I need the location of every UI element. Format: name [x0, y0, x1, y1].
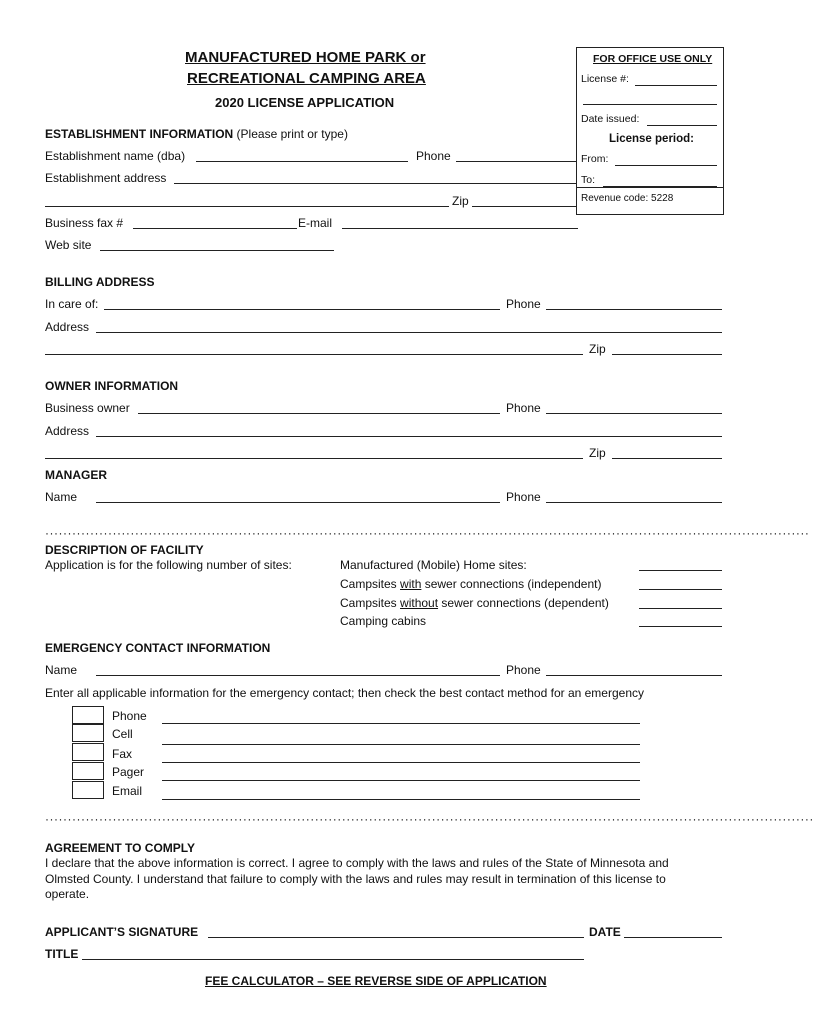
establishment-heading-text: ESTABLISHMENT INFORMATION [45, 127, 234, 141]
establishment-zip-field[interactable] [472, 206, 576, 207]
method-pager-field[interactable] [162, 780, 640, 781]
agreement-line-1: I declare that the above information is correct. I agree to comply with the laws and rules of the State of Minnesota and [45, 856, 669, 870]
owner-phone-field[interactable] [546, 413, 722, 414]
date-issued-label: Date issued: [581, 113, 640, 125]
establishment-address-field[interactable] [174, 183, 576, 184]
without-sewer-pre: Campsites [340, 596, 401, 610]
email-label: E-mail [298, 216, 333, 230]
emergency-name-field[interactable] [96, 675, 500, 676]
with-sewer-post: sewer connections (independent) [421, 577, 602, 591]
license-number-field-2[interactable] [583, 104, 717, 105]
billing-care-of-field[interactable] [104, 309, 500, 310]
establishment-name-field[interactable] [196, 161, 408, 162]
method-fax-label: Fax [112, 747, 133, 761]
owner-zip-label: Zip [589, 446, 606, 460]
emergency-instructions: Enter all applicable information for the emergency contact; then check the best contact method for an emergency [45, 686, 644, 700]
facility-row-cabins: Camping cabins [340, 614, 427, 628]
method-email-field[interactable] [162, 799, 640, 800]
method-fax-checkbox[interactable] [72, 743, 104, 761]
emergency-heading: EMERGENCY CONTACT INFORMATION [45, 641, 271, 655]
establishment-heading [45, 127, 348, 141]
period-from-field[interactable] [615, 165, 717, 166]
method-phone-label: Phone [112, 709, 147, 723]
office-use-box [576, 47, 724, 215]
email-field[interactable] [342, 228, 578, 229]
dotted-separator-1: ·········································································································································································· [45, 526, 810, 540]
office-use-heading: FOR OFFICE USE ONLY [593, 53, 713, 65]
form-title-line1: MANUFACTURED HOME PARK or [185, 49, 426, 66]
fee-calculator-note: FEE CALCULATOR – SEE REVERSE SIDE OF APPLICATION [205, 974, 547, 988]
method-email-checkbox[interactable] [72, 781, 104, 799]
owner-zip-field[interactable] [612, 458, 722, 459]
method-phone-checkbox[interactable] [72, 706, 104, 724]
billing-zip-field[interactable] [612, 354, 722, 355]
facility-row-home-sites: Manufactured (Mobile) Home sites: [340, 558, 527, 572]
website-field[interactable] [100, 250, 334, 251]
business-owner-label: Business owner [45, 401, 130, 415]
method-email-label: Email [112, 784, 143, 798]
home-sites-count-field[interactable] [639, 570, 722, 571]
period-from-label: From: [581, 153, 609, 165]
owner-heading: OWNER INFORMATION [45, 379, 179, 393]
owner-phone-label: Phone [506, 401, 541, 415]
without-sewer-em: without [400, 596, 439, 610]
method-cell-field[interactable] [162, 744, 640, 745]
title-label: TITLE [45, 947, 79, 961]
with-sewer-em: with [400, 577, 422, 591]
revenue-code: Revenue code: 5228 [581, 193, 674, 204]
with-sewer-count-field[interactable] [639, 589, 722, 590]
method-fax-field[interactable] [162, 762, 640, 763]
signature-label: APPLICANT’S SIGNATURE [45, 925, 199, 939]
method-cell-checkbox[interactable] [72, 724, 104, 742]
business-fax-label: Business fax # [45, 216, 124, 230]
license-period-label: License period: [609, 133, 694, 145]
agreement-line-2: Olmsted County. I understand that failure to comply with the laws and rules may result in termination of this license to [45, 872, 666, 886]
office-box-divider [577, 187, 723, 188]
establishment-phone-label: Phone [416, 149, 451, 163]
manager-heading: MANAGER [45, 468, 107, 482]
method-cell-label: Cell [112, 727, 133, 741]
date-label: DATE [589, 925, 621, 939]
dotted-separator-2: ··········································································································································································· [45, 812, 814, 826]
billing-phone-label: Phone [506, 297, 541, 311]
emergency-name-label: Name [45, 663, 78, 677]
billing-address-field-2[interactable] [45, 354, 583, 355]
method-pager-label: Pager [112, 765, 145, 779]
with-sewer-pre: Campsites [340, 577, 401, 591]
facility-row-without-sewer [340, 596, 609, 610]
license-number-field[interactable] [635, 85, 717, 86]
billing-heading: BILLING ADDRESS [45, 275, 155, 289]
agreement-line-3: operate. [45, 887, 90, 901]
billing-phone-field[interactable] [546, 309, 722, 310]
establishment-phone-field[interactable] [456, 161, 576, 162]
agreement-heading: AGREEMENT TO COMPLY [45, 841, 196, 855]
without-sewer-count-field[interactable] [639, 608, 722, 609]
emergency-phone-field[interactable] [546, 675, 722, 676]
establishment-address-label: Establishment address [45, 171, 167, 185]
manager-phone-field[interactable] [546, 502, 722, 503]
date-issued-field[interactable] [647, 125, 717, 126]
billing-address-field[interactable] [96, 332, 722, 333]
manager-phone-label: Phone [506, 490, 541, 504]
emergency-phone-label: Phone [506, 663, 541, 677]
without-sewer-post: sewer connections (dependent) [438, 596, 609, 610]
form-subtitle: 2020 LICENSE APPLICATION [215, 95, 395, 110]
website-label: Web site [45, 238, 92, 252]
owner-address-field[interactable] [96, 436, 722, 437]
form-title-line2: RECREATIONAL CAMPING AREA [187, 70, 426, 87]
signature-field[interactable] [208, 937, 584, 938]
facility-heading: DESCRIPTION OF FACILITY [45, 543, 204, 557]
facility-row-with-sewer [340, 577, 602, 591]
business-owner-field[interactable] [138, 413, 500, 414]
business-fax-field[interactable] [133, 228, 297, 229]
method-phone-field[interactable] [162, 723, 640, 724]
establishment-heading-note: (Please print or type) [233, 127, 348, 141]
manager-name-field[interactable] [96, 502, 500, 503]
billing-care-of-label: In care of: [45, 297, 99, 311]
establishment-address-field-2[interactable] [45, 206, 449, 207]
manager-name-label: Name [45, 490, 78, 504]
establishment-name-label: Establishment name (dba) [45, 149, 186, 163]
title-field[interactable] [82, 959, 584, 960]
cabins-count-field[interactable] [639, 626, 722, 627]
license-number-label: License #: [581, 73, 629, 85]
billing-zip-label: Zip [589, 342, 606, 356]
method-pager-checkbox[interactable] [72, 762, 104, 780]
owner-address-field-2[interactable] [45, 458, 583, 459]
owner-address-label: Address [45, 424, 90, 438]
establishment-zip-label: Zip [452, 194, 469, 208]
period-to-label: To: [581, 174, 596, 186]
billing-address-label: Address [45, 320, 90, 334]
facility-intro: Application is for the following number of sites: [45, 558, 292, 572]
date-field[interactable] [624, 937, 722, 938]
